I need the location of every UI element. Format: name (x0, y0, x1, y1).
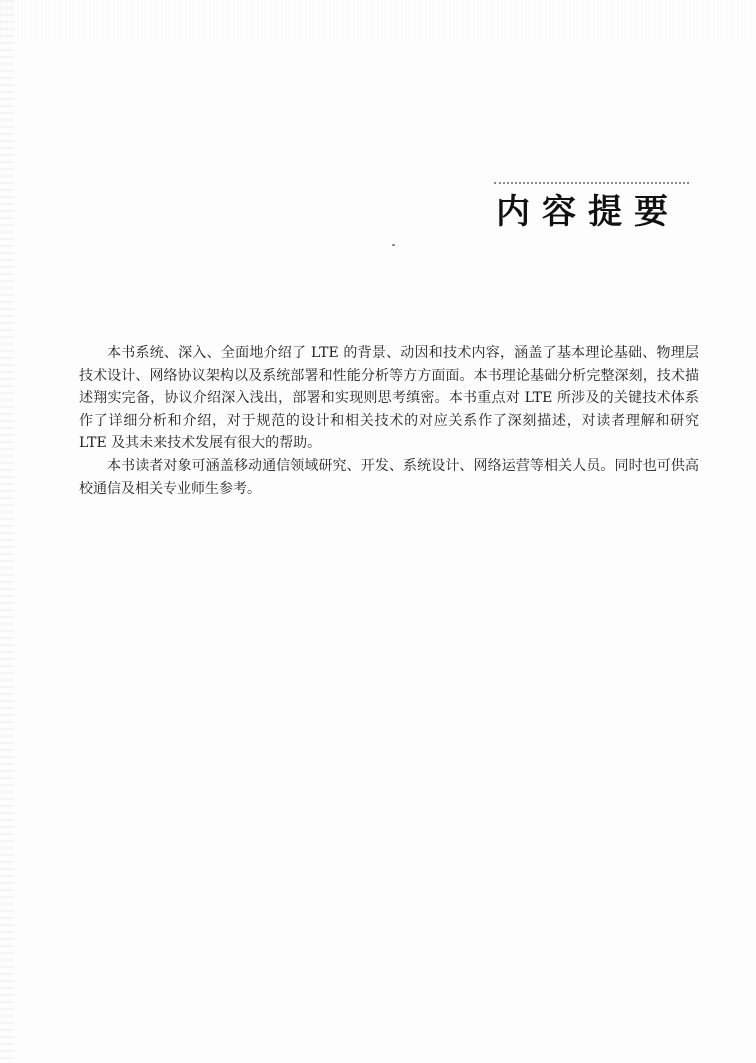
title-dotted-rule (494, 182, 689, 184)
scan-speck (392, 244, 395, 246)
summary-body (79, 342, 699, 500)
summary-paragraph-2: 本书读者对象可涵盖移动通信领域研究、开发、系统设计、网络运营等相关人员。同时也可供高校通信及相关专业师生参考。 (79, 457, 699, 497)
summary-paragraph-1: 本书系统、深入、全面地介绍了 LTE 的背景、动因和技术内容，涵盖了基本理论基础、物理层技术设计、网络协议架构以及系统部署和性能分析等方方面面。本书理论基础分析完整深刻，技术描述翔实完备，协议介绍深入浅出，部署和实现则思考缜密。本书重点对 LTE 所涉及的关键技术体系作了详细分析和介绍，对于规范的设计和相关技术的对应关系作了深刻描述，对读者理解和研究 LTE 及其未来技术发展有很大的帮助。 (79, 345, 699, 452)
section-title: 内容提要 (496, 192, 680, 232)
scan-edge-left (0, 0, 14, 1063)
scan-edge-top (0, 0, 756, 40)
